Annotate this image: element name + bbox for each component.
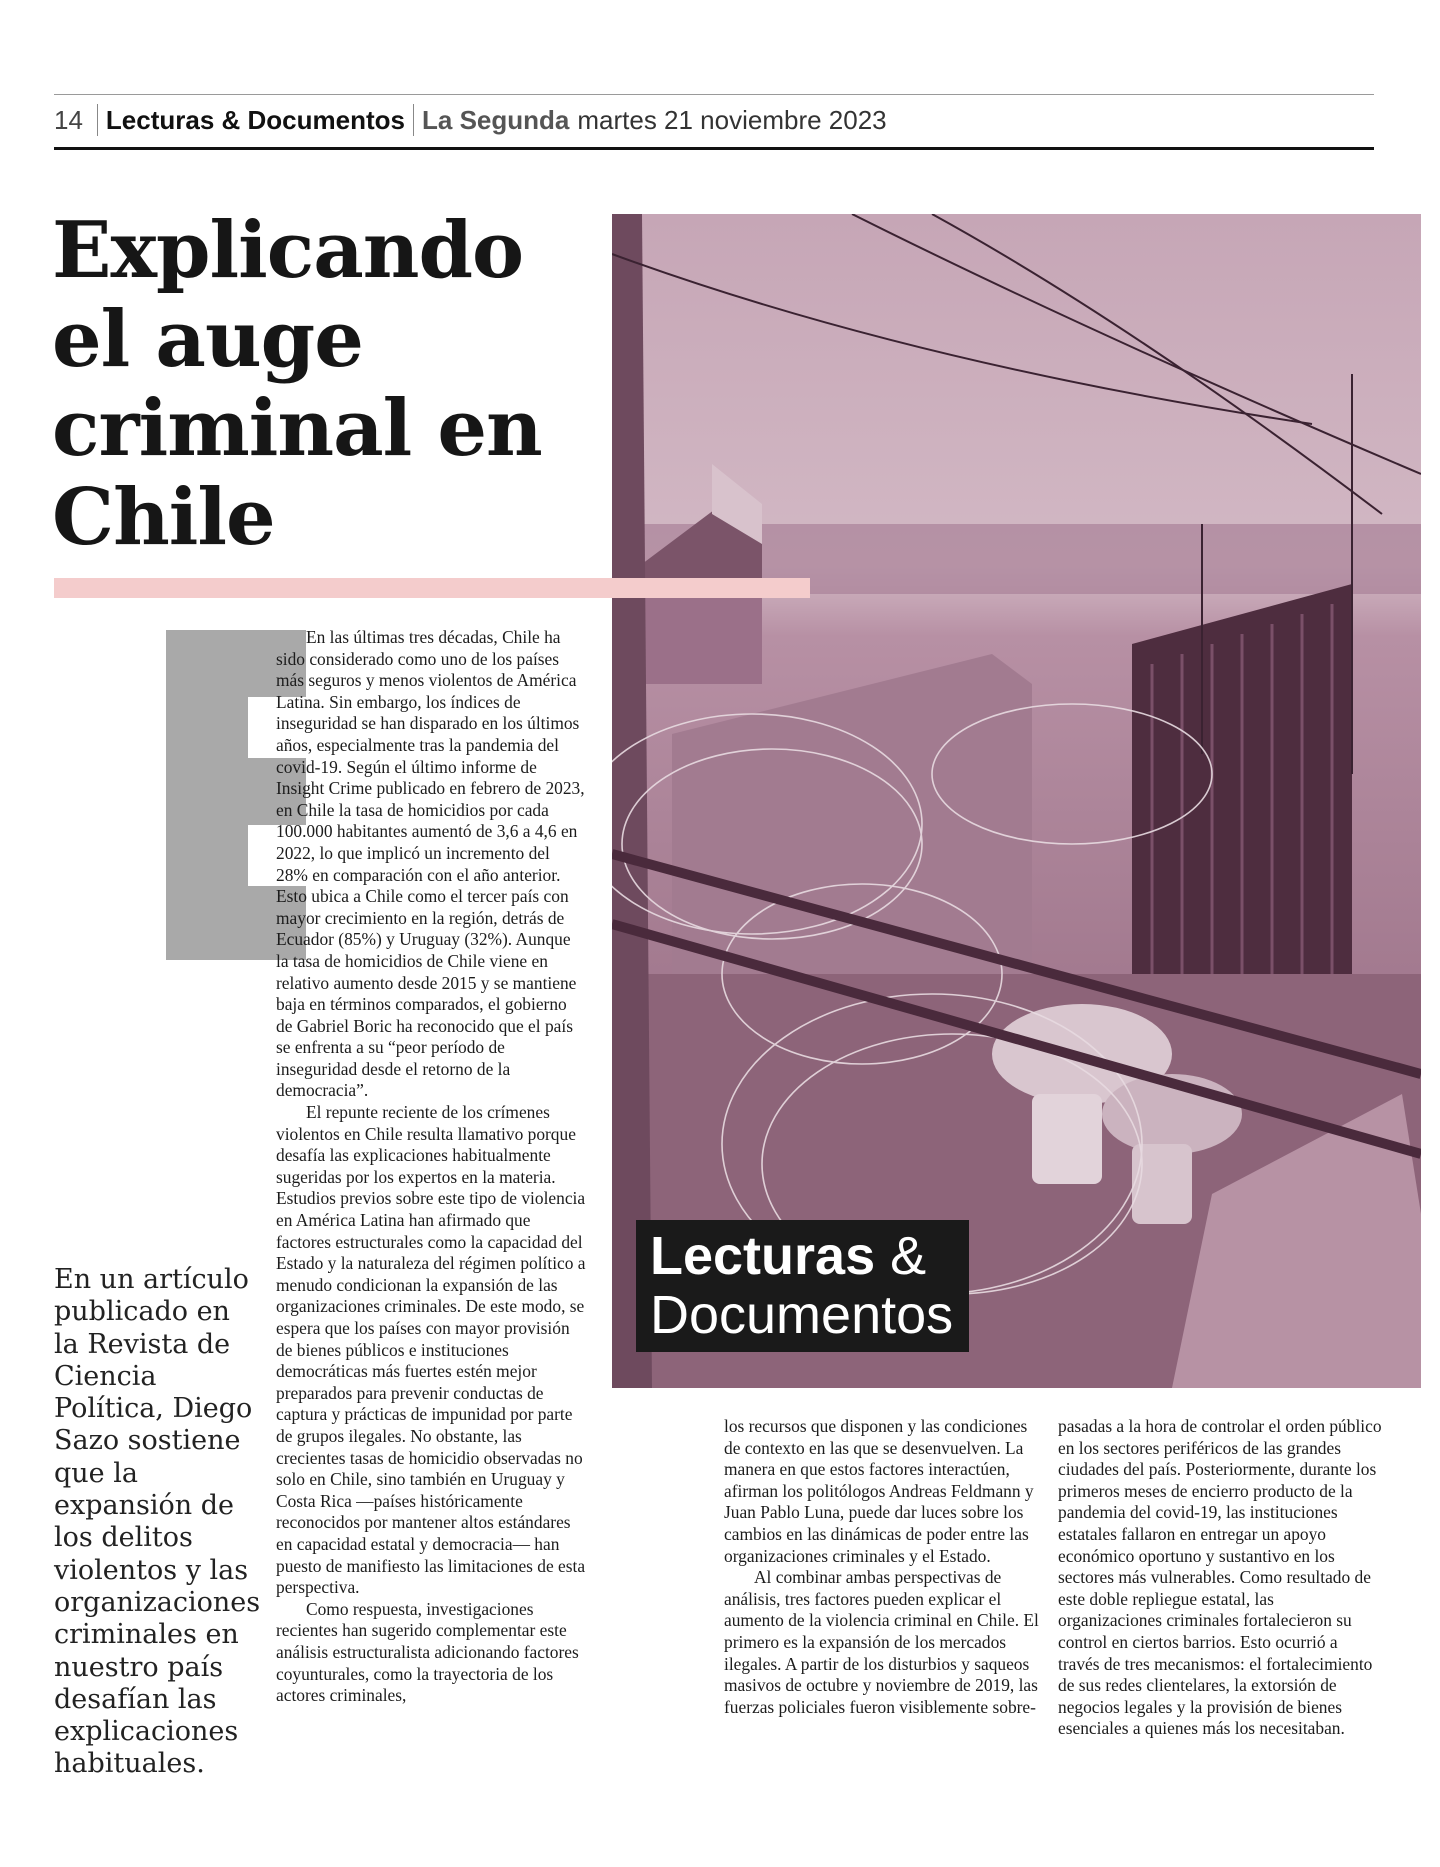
drop-cap-letter — [166, 630, 167, 631]
header-separator — [97, 104, 98, 136]
paragraph: pasadas a la hora de controlar el orden público en los sectores periféricos de las grandes ciudades del país. Posteriormente, durante los primeros meses de encierro producto de la pandemia del covid-19, las instituciones estatales fallaron en entregar un apoyo económico oportuno y sustantivo en los sectores más vulnerables. Como resultado de este doble repliegue estatal, las organizaciones criminales fortalecieron su control en ciertos barrios. Esto ocurrió a través de tres mecanismos: el fortalecimiento de sus redes clientelares, la extorsión de negocios legales y la provisión de bienes esenciales a quienes más los necesitaban. — [1058, 1416, 1382, 1739]
page-number: 14 — [54, 104, 83, 135]
newspaper-name: La Segunda — [422, 104, 570, 135]
paragraph: Al combinar ambas perspectivas de análisis, tres factores pueden explicar el aumento de la violencia criminal en Chile. El primero es la expansión de los mercados ilegales. A partir de los disturbios y saqueos masivos de octubre y noviembre de 2019, las fuerzas policiales fueron visiblemente sobre- — [724, 1567, 1039, 1717]
title-accent-bar — [54, 578, 810, 598]
article-column-2 — [724, 1416, 1040, 1718]
paragraph: Como respuesta, investigaciones recientes han sugerido complementar este análisis estructuralista adicionando factores coyunturales, como la trayectoria de los actores criminales, — [276, 1598, 579, 1706]
article-photo — [612, 214, 1421, 1388]
logo-documentos: Documentos — [650, 1285, 954, 1345]
paragraph: El repunte reciente de los crímenes violentos en Chile resulta llamativo porque desafía las explicaciones habitualmente sugeridas por los expertos en la materia. Estudios previos sobre este tipo de violencia en América Latina han afirmado que factores estructurales como la capacidad del Estado y la naturaleza del régimen político a menudo condicionan la expansión de las organizaciones criminales. De este modo, se espera que los países con mayor provisión de bienes públicos e instituciones democráticas más fuertes estén mejor preparados para prevenir conductas de captura y prácticas de impunidad por parte de grupos ilegales. No obstante, las crecientes tasas de homicidio observadas no solo en Chile, sino también en Uruguay y Costa Rica —países históricamente reconocidos por mantener altos estándares en capacidad estatal y democracia— han puesto de manifiesto las limitaciones de esta perspectiva. — [276, 1102, 586, 1598]
header-top-rule — [54, 94, 1374, 95]
article-title: Explicando el auge criminal en Chile — [52, 205, 542, 563]
pull-quote: En un artículo publicado en la Revista de Ciencia Política, Diego Sazo sostiene que la expansión de los delitos violentos y las organizaciones criminales en nuestro país desafían las explicaciones habituales. — [54, 1264, 261, 1780]
header-bottom-rule — [54, 147, 1374, 150]
logo-ampersand: & — [890, 1226, 927, 1286]
header-separator — [413, 104, 414, 136]
article-column-1 — [276, 627, 586, 1707]
publication-date: martes 21 noviembre 2023 — [577, 104, 887, 135]
paragraph: En las últimas tres décadas, Chile ha sido considerado como uno de los países más seguros y menos violentos de América Latina. Sin embargo, los índices de inseguridad se han disparado en los últimos años, especialmente tras la pandemia del covid-19. Según el último informe de Insight Crime publicado en febrero de 2023, en Chile la tasa de homicidios por cada 100.000 habitantes aumentó de 3,6 a 4,6 en 2022, lo que implicó un incremento del 28% en comparación con el año anterior. Esto ubica a Chile como el tercer país con mayor crecimiento en la región, detrás de Ecuador (85%) y Uruguay (32%). Aunque la tasa de homicidios de Chile viene en relativo aumento desde 2015 y se mantiene baja en términos comparados, el gobierno de Gabriel Boric ha reconocido que el país se enfrenta a su “peor período de inseguridad desde el retorno de la democracia”. — [276, 627, 585, 1101]
logo-lecturas: Lecturas — [650, 1226, 876, 1286]
paragraph: los recursos que disponen y las condiciones de contexto en las que se desenvuelven. La manera en que estos factores interactúen, afirman los politólogos Andreas Feldmann y Juan Pablo Luna, puede dar luces sobre los cambios en las dinámicas de poder entre las organizaciones criminales y el Estado. — [724, 1416, 1034, 1566]
page-header — [54, 100, 887, 140]
section-name: Lecturas & Documentos — [105, 104, 405, 135]
logo-line-1 — [650, 1226, 953, 1286]
article-column-3 — [1058, 1416, 1382, 1740]
section-logo — [636, 1220, 969, 1352]
